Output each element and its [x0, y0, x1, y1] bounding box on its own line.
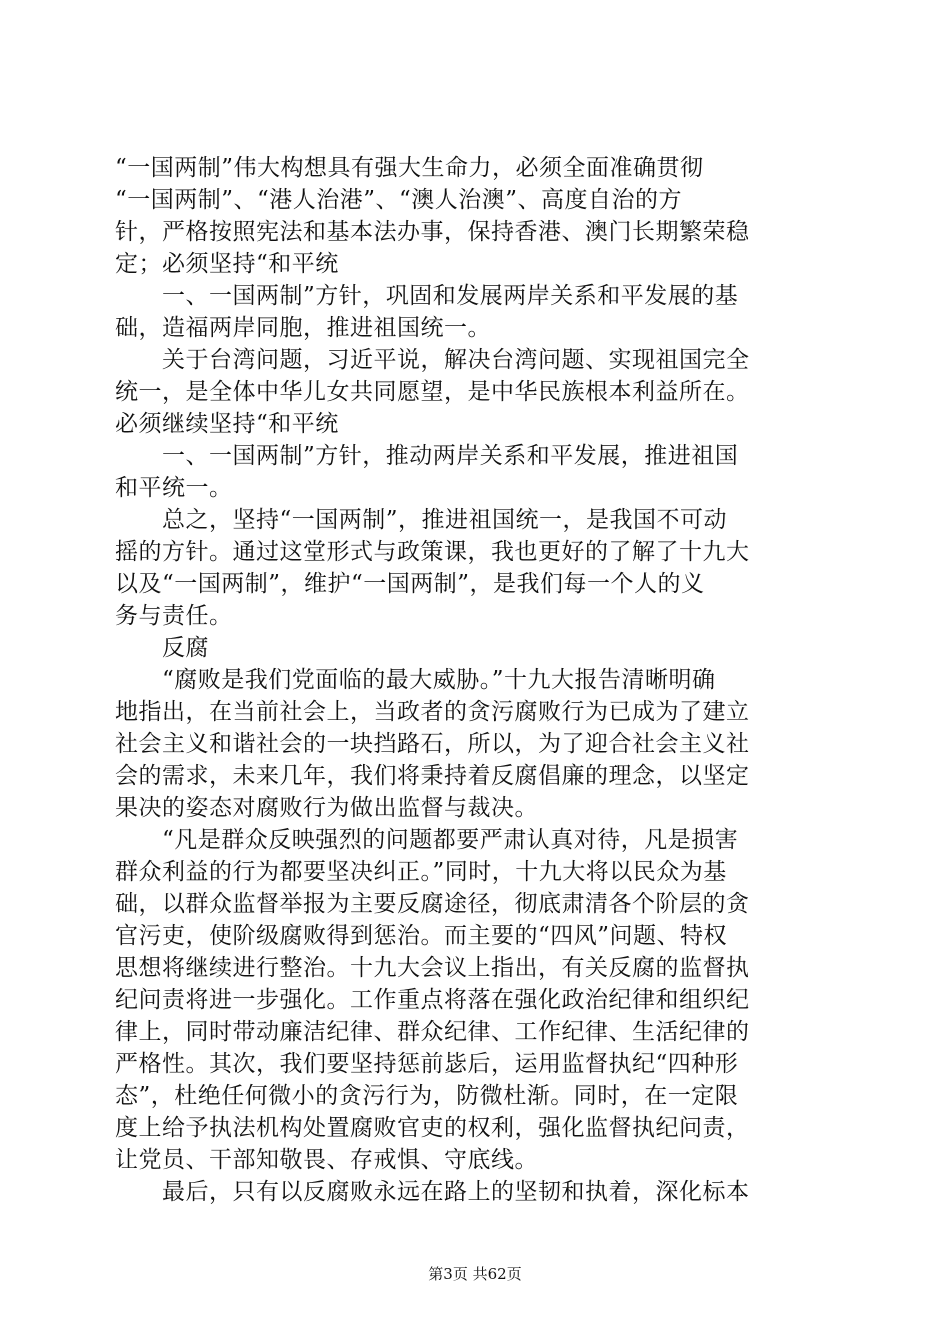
- text-line: 严格性。其次，我们要坚持惩前毖后，运用监督执纪“四种形: [115, 1051, 739, 1077]
- text-line: 针，严格按照宪法和基本法办事，保持香港、澳门长期繁荣稳: [115, 219, 750, 245]
- text-line: “一国两制”伟大构想具有强大生命力，必须全面准确贯彻: [115, 155, 704, 181]
- text-line: 务与责任。: [115, 603, 233, 629]
- text-line: 思想将继续进行整治。十九大会议上指出，有关反腐的监督执: [115, 955, 750, 981]
- page-number-footer: 第3页 共62页: [428, 1265, 522, 1283]
- text-line: 果决的姿态对腐败行为做出监督与裁决。: [115, 795, 538, 821]
- text-line: 律上，同时带动廉洁纪律、群众纪律、工作纪律、生活纪律的: [115, 1019, 750, 1045]
- text-line: 态”，杜绝任何微小的贪污行为，防微杜渐。同时，在一定限: [115, 1083, 739, 1109]
- text-line: 社会主义和谐社会的一块挡路石，所以，为了迎合社会主义社: [115, 731, 750, 757]
- text-line: 总之，坚持“一国两制”，推进祖国统一，是我国不可动: [115, 507, 728, 533]
- text-line: 摇的方针。通过这堂形式与政策课，我也更好的了解了十九大: [115, 539, 750, 565]
- section-heading: 反腐: [115, 635, 209, 661]
- text-line: 会的需求，未来几年，我们将秉持着反腐倡廉的理念，以坚定: [115, 763, 750, 789]
- text-line: 定；必须坚持“和平统: [115, 251, 339, 277]
- text-line: “腐败是我们党面临的最大威胁。”十九大报告清晰明确: [115, 667, 716, 693]
- text-line: 群众利益的行为都要坚决纠正。”同时，十九大将以民众为基: [115, 859, 727, 885]
- text-line: 最后，只有以反腐败永远在路上的坚韧和执着，深化标本: [115, 1179, 750, 1205]
- text-line: 础，造福两岸同胞，推进祖国统一。: [115, 315, 491, 341]
- text-line: 纪问责将进一步强化。工作重点将落在强化政治纪律和组织纪: [115, 987, 750, 1013]
- document-body: [115, 152, 835, 1208]
- text-line: 必须继续坚持“和平统: [115, 411, 339, 437]
- text-line: 一、一国两制”方针，推动两岸关系和平发展，推进祖国: [115, 443, 739, 469]
- text-line: “凡是群众反映强烈的问题都要严肃认真对待，凡是损害: [115, 827, 739, 853]
- text-line: 以及“一国两制”，维护“一国两制”，是我们每一个人的义: [115, 571, 705, 597]
- text-line: 础，以群众监督举报为主要反腐途径，彻底肃清各个阶层的贪: [115, 891, 750, 917]
- text-line: 度上给予执法机构处置腐败官吏的权利，强化监督执纪问责，: [115, 1115, 750, 1141]
- text-line: 和平统一。: [115, 475, 233, 501]
- text-line: 让党员、干部知敬畏、存戒惧、守底线。: [115, 1147, 538, 1173]
- text-line: 关于台湾问题，习近平说，解决台湾问题、实现祖国完全: [115, 347, 750, 373]
- text-line: 官污吏，使阶级腐败得到惩治。而主要的“四风”问题、特权: [115, 923, 728, 949]
- text-line: 统一，是全体中华儿女共同愿望，是中华民族根本利益所在。: [115, 379, 750, 405]
- text-line: “一国两制”、“港人治港”、“澳人治澳”、高度自治的方: [115, 187, 683, 213]
- text-line: 一、一国两制”方针，巩固和发展两岸关系和平发展的基: [115, 283, 739, 309]
- text-line: 地指出，在当前社会上，当政者的贪污腐败行为已成为了建立: [115, 699, 750, 725]
